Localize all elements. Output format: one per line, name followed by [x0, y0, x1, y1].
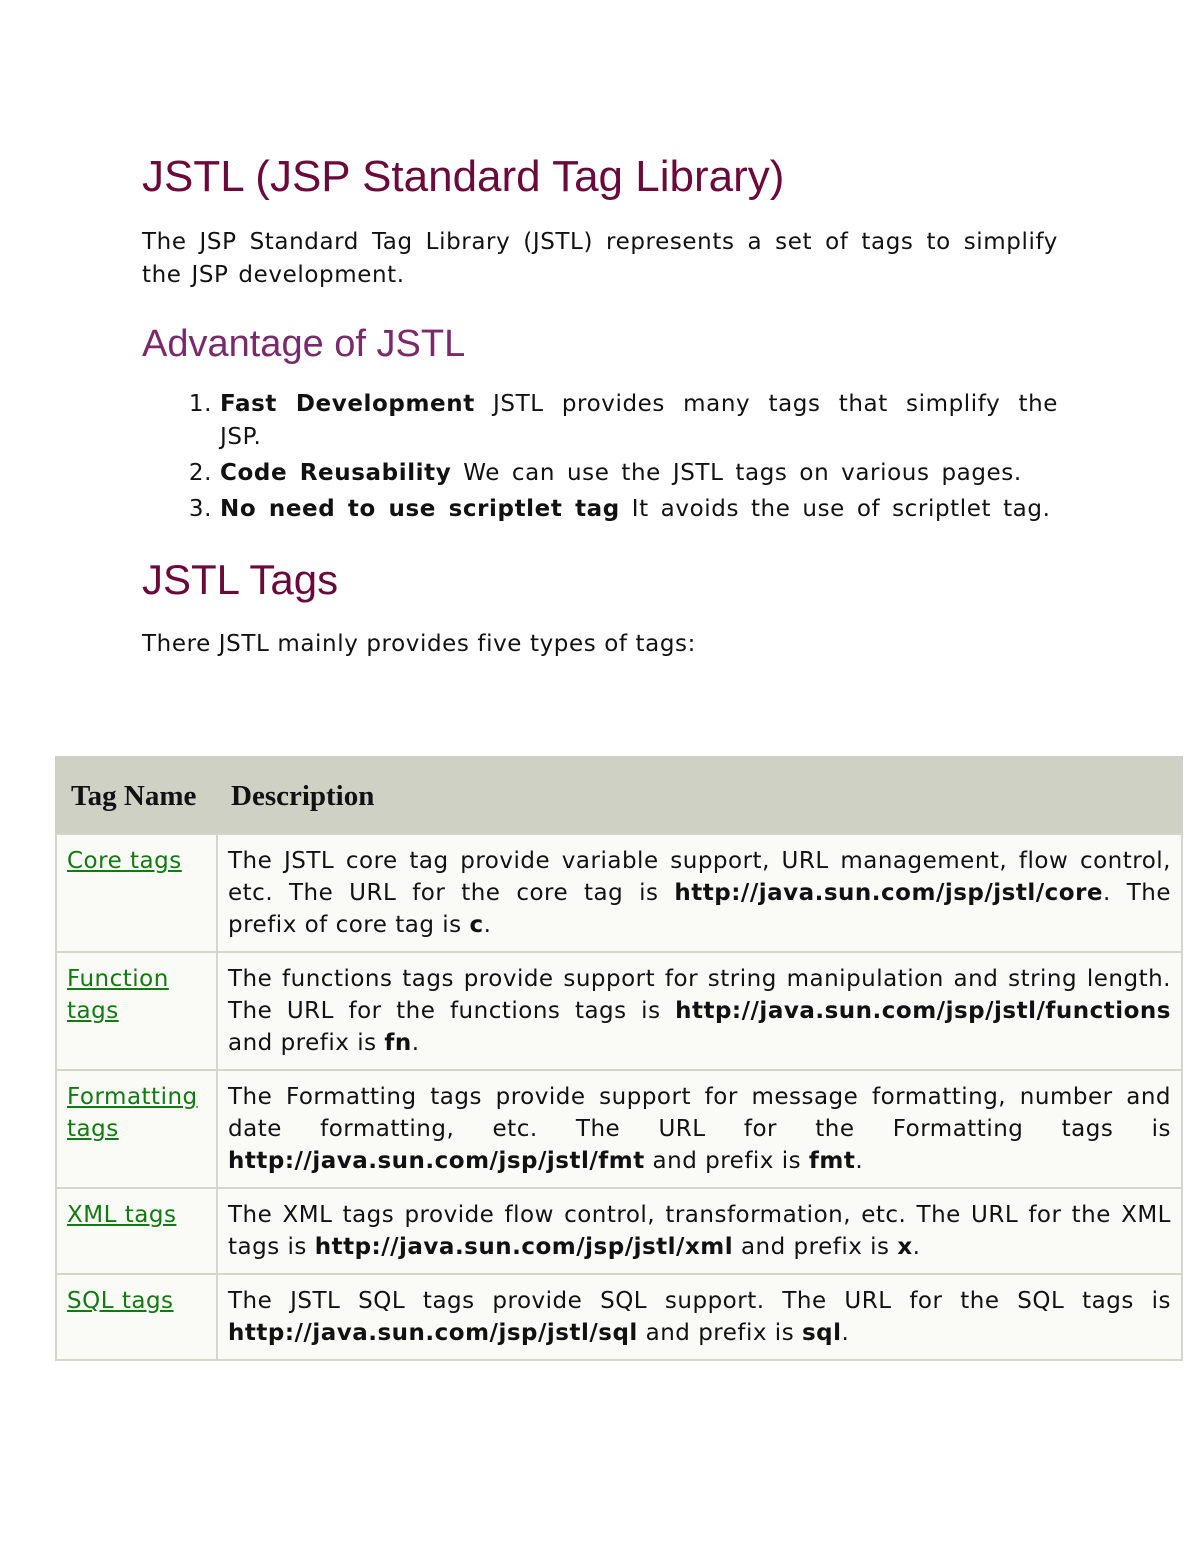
tag-description-cell: [217, 1274, 1182, 1360]
formatting-tags-link[interactable]: Formatting tags: [67, 1084, 198, 1142]
advantage-item: [142, 388, 1058, 454]
tag-description-cell: [217, 1070, 1182, 1188]
table-row: [56, 1070, 1182, 1188]
description-text: .: [841, 1320, 850, 1346]
sql-tags-link[interactable]: SQL tags: [67, 1288, 174, 1314]
advantage-text: We can use the JSTL tags on various pages.: [451, 460, 1022, 486]
description-text: The JSTL SQL tags provide SQL support. The URL for the SQL tags is: [228, 1288, 1171, 1314]
advantage-number: 3.: [188, 496, 212, 522]
intro-paragraph: The JSP Standard Tag Library (JSTL) represents a set of tags to simplify the JSP development.: [142, 229, 1058, 288]
description-text: .: [912, 1234, 921, 1260]
description-text: and prefix is: [228, 1030, 385, 1056]
description-text: and prefix is: [733, 1234, 898, 1260]
tag-url: http://java.sun.com/jsp/jstl/xml: [314, 1234, 734, 1260]
tags-heading: JSTL Tags: [142, 556, 339, 603]
table-row: [56, 1274, 1182, 1360]
tag-prefix: sql: [801, 1320, 842, 1346]
core-tags-link[interactable]: Core tags: [67, 848, 182, 874]
tag-prefix: fmt: [808, 1148, 856, 1174]
tag-prefix: fn: [384, 1030, 412, 1056]
advantage-title: Fast Development: [220, 391, 475, 417]
tag-description-cell: [217, 952, 1182, 1070]
description-text: The JSTL core tag provide variable support, URL management, flow control, etc. The URL for the core tag is: [228, 848, 1171, 906]
tag-prefix: x: [897, 1234, 913, 1260]
tag-url: http://java.sun.com/jsp/jstl/functions: [675, 998, 1171, 1024]
tags-intro-paragraph: There JSTL mainly provides five types of tags:: [142, 631, 696, 657]
advantage-title: No need to use scriptlet tag: [220, 496, 620, 522]
advantage-item: [142, 457, 1058, 490]
tag-types-table: [55, 756, 1183, 1361]
advantage-title: Code Reusability: [220, 460, 452, 486]
advantage-number: 2.: [188, 460, 212, 486]
tag-description-cell: [217, 1188, 1182, 1274]
description-text: The functions tags provide support for string manipulation and string length. The URL for the functions tags is: [228, 966, 1171, 1024]
tag-name-cell: [56, 1274, 217, 1360]
description-text: . The prefix of core tag is: [228, 880, 1171, 938]
tag-name-cell: [56, 834, 217, 952]
description-text: .: [483, 912, 492, 938]
header-description: Description: [217, 757, 1182, 834]
description-text: The Formatting tags provide support for message formatting, number and date formatting, etc. The URL for the Formatting tags is: [228, 1084, 1171, 1142]
tag-description-cell: [217, 834, 1182, 952]
advantage-text: It avoids the use of scriptlet tag.: [619, 496, 1051, 522]
tag-url: http://java.sun.com/jsp/jstl/fmt: [228, 1148, 645, 1174]
function-tags-link[interactable]: Function tags: [67, 966, 169, 1024]
table-row: [56, 952, 1182, 1070]
description-text: .: [855, 1148, 864, 1174]
header-tag-name: Tag Name: [56, 757, 217, 834]
description-text: The XML tags provide flow control, transformation, etc. The URL for the XML tags is: [228, 1202, 1171, 1260]
xml-tags-link[interactable]: XML tags: [67, 1202, 177, 1228]
table-row: [56, 1188, 1182, 1274]
description-text: and prefix is: [644, 1148, 809, 1174]
document-body: [142, 150, 1058, 661]
tag-name-cell: [56, 952, 217, 1070]
tag-name-cell: [56, 1188, 217, 1274]
advantage-number: 1.: [188, 391, 212, 417]
tag-url: http://java.sun.com/jsp/jstl/core: [674, 880, 1104, 906]
description-text: .: [411, 1030, 420, 1056]
description-text: and prefix is: [637, 1320, 802, 1346]
advantage-text: JSTL provides many tags that simplify the JSP.: [220, 391, 1059, 450]
advantages-heading: Advantage of JSTL: [142, 323, 466, 365]
table-header-row: [56, 757, 1182, 834]
tag-url: http://java.sun.com/jsp/jstl/sql: [228, 1320, 638, 1346]
tag-prefix: c: [469, 912, 484, 938]
advantages-list: [142, 388, 1058, 526]
advantage-item: [142, 493, 1058, 526]
page-title: JSTL (JSP Standard Tag Library): [142, 152, 785, 201]
table-row: [56, 834, 1182, 952]
tag-name-cell: [56, 1070, 217, 1188]
